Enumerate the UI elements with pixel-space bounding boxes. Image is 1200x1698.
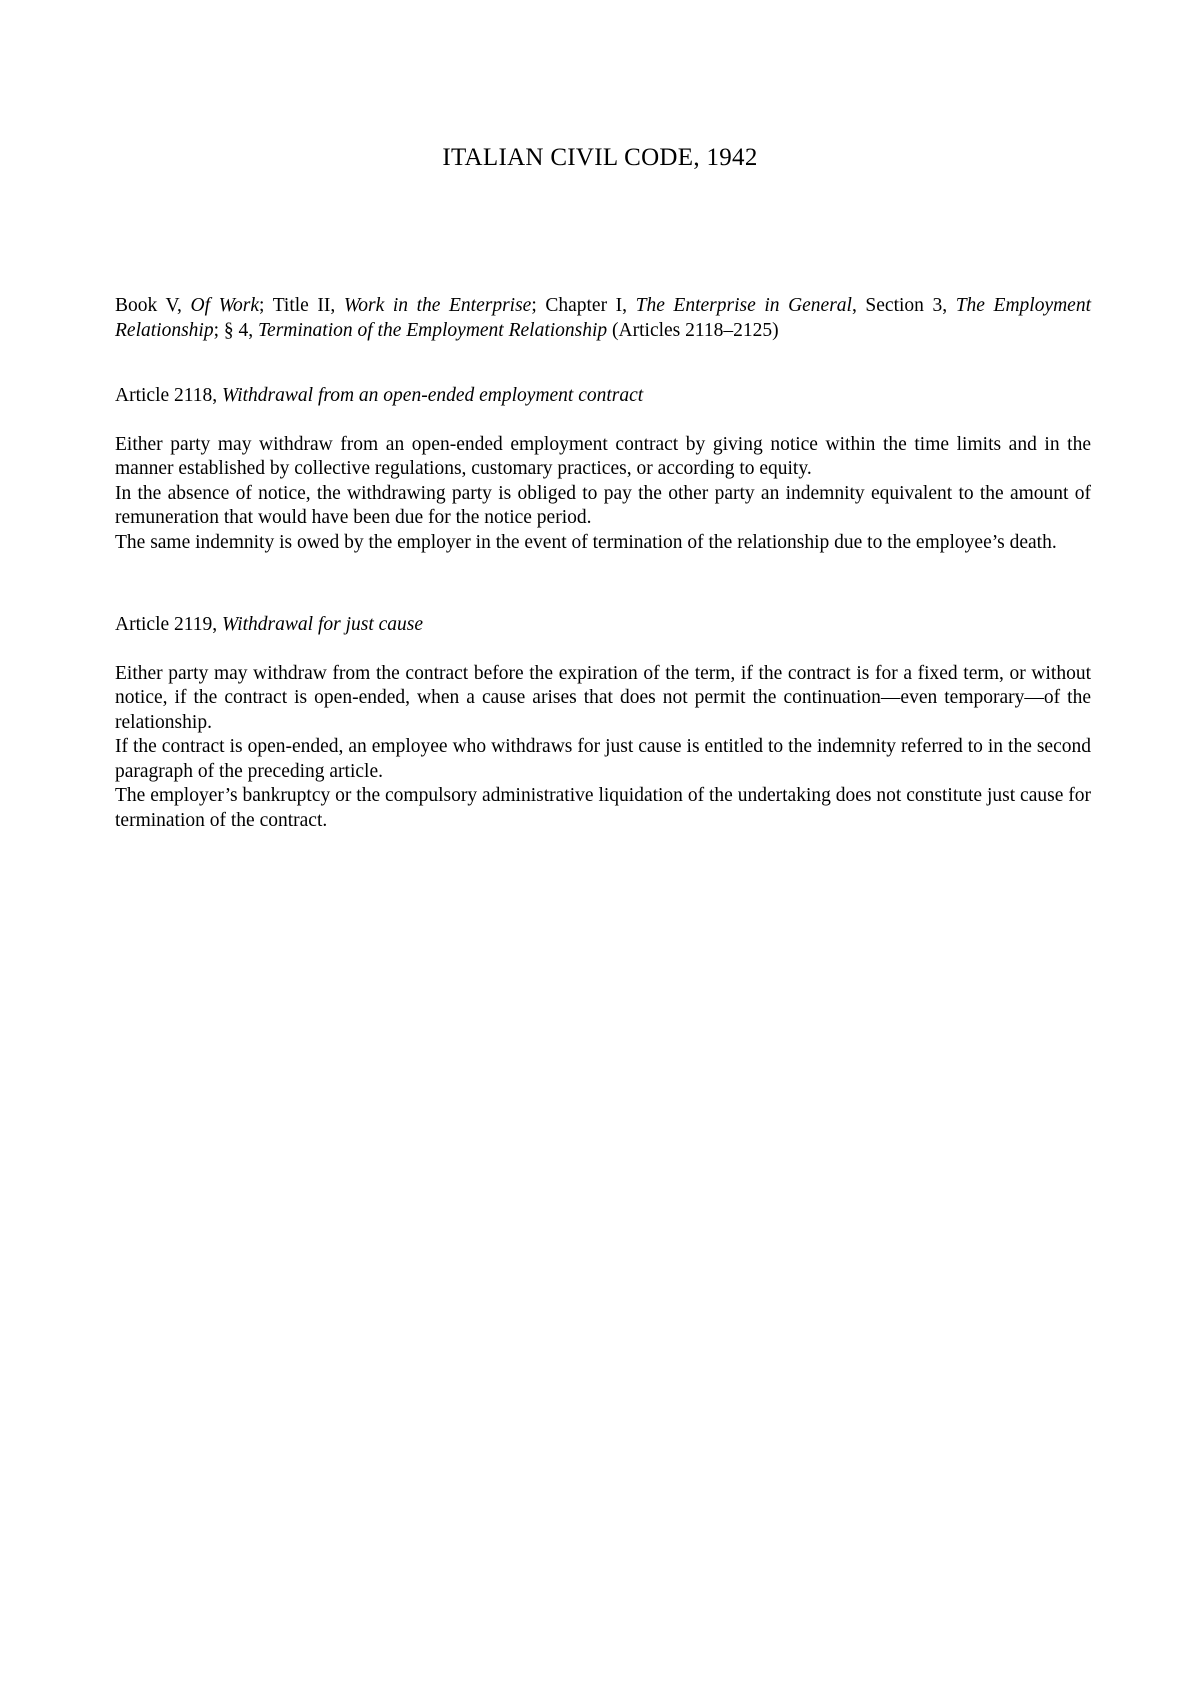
article-paragraph: The employer’s bankruptcy or the compulsory administrative liquidation of the undertaking does not constitute just cause for termination of the contract. — [115, 785, 1091, 831]
paragraph-name: Termination of the Employment Relationship — [258, 319, 608, 341]
article-heading — [115, 613, 1091, 638]
document-title: ITALIAN CIVIL CODE, 1942 — [442, 144, 758, 171]
document-content — [115, 294, 1091, 833]
code-location-heading — [115, 294, 1091, 343]
chapter-label: ; Chapter I, — [531, 295, 628, 316]
article-2119 — [115, 613, 1091, 833]
section-name: The Employment Relationship — [115, 295, 1092, 341]
article-number: Article 2118, — [115, 385, 218, 406]
article-paragraph: If the contract is open-ended, an employee who withdraws for just cause is entitled to the indemnity referred to in the second paragraph of the preceding article. — [115, 736, 1091, 782]
article-body — [115, 662, 1091, 834]
section-label: , Section 3, — [851, 295, 948, 316]
title-name: Work in the Enterprise — [343, 295, 532, 316]
articles-range: (Articles 2118–2125) — [612, 319, 779, 341]
article-title: Withdrawal from an open-ended employment contract — [222, 385, 644, 406]
article-2118 — [115, 384, 1091, 555]
paragraph-label: ; § 4, — [213, 319, 254, 341]
article-paragraph: Either party may withdraw from the contract before the expiration of the term, if the contract is for a fixed term, or without notice, if the contract is open-ended, when a cause arises that does not permit the continuation—even temporary—of the relationship. — [115, 662, 1091, 733]
article-number: Article 2119, — [115, 614, 218, 635]
article-title: Withdrawal for just cause — [222, 614, 424, 635]
article-heading — [115, 384, 1091, 409]
article-paragraph: The same indemnity is owed by the employer in the event of termination of the relationship due to the employee’s death. — [115, 531, 1057, 553]
book-label: Book V, — [115, 295, 182, 316]
article-body — [115, 433, 1091, 556]
article-paragraph: In the absence of notice, the withdrawing party is obliged to pay the other party an indemnity equivalent to the amount of remuneration that would have been due for the notice period. — [115, 482, 1091, 528]
title-label: ; Title II, — [259, 295, 336, 316]
book-title: Of Work — [190, 295, 260, 316]
article-paragraph: Either party may withdraw from an open-ended employment contract by giving notice within the time limits and in the manner established by collective regulations, customary practices, or according to equity. — [115, 433, 1091, 479]
chapter-name: The Enterprise in General — [635, 295, 852, 316]
